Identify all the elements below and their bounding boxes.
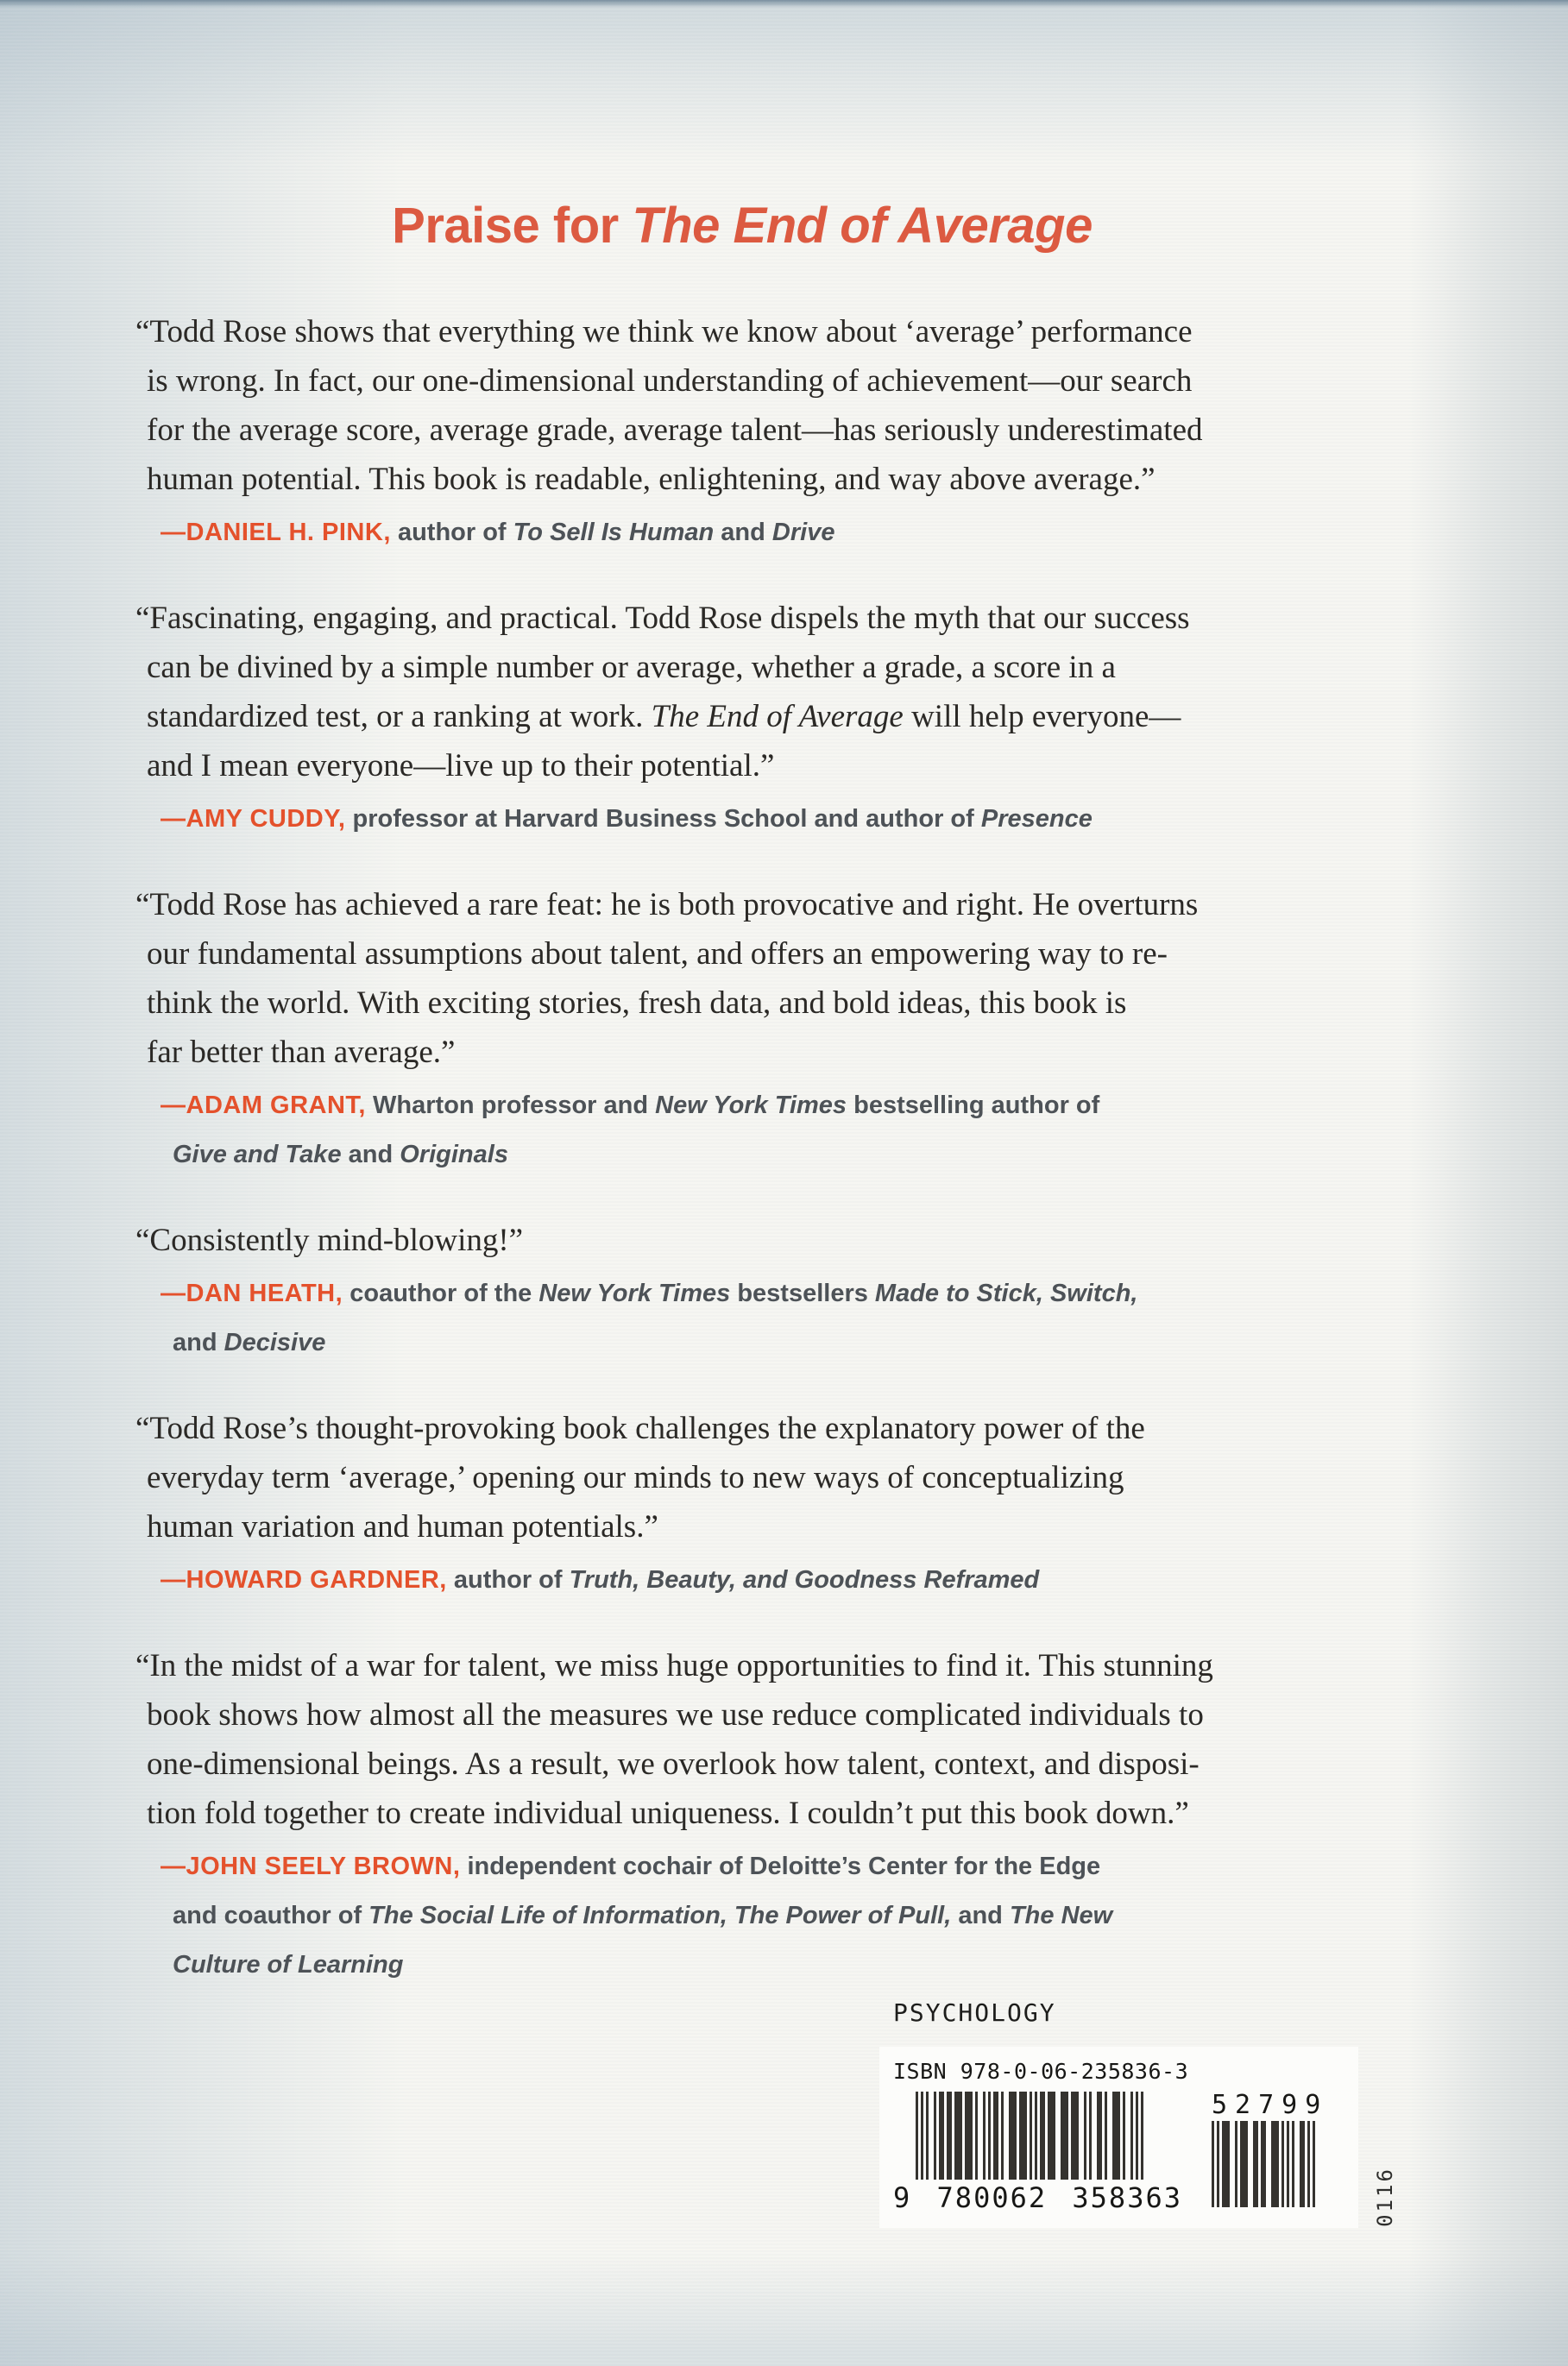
praise-title-book-name: The End of Average bbox=[632, 198, 1093, 254]
quote-block bbox=[135, 594, 1338, 844]
ean-barcode-digits: 9 780062 358363 bbox=[893, 2181, 1182, 2214]
barcode-row bbox=[893, 2092, 1344, 2214]
quote-text: “In the midst of a war for talent, we miss huge opportunities to find it. This stunning book shows how almost all the measures we use reduce complicated individuals to one-dimensional beings. As a result, we overlook how talent, context, and disposi- tion fold together to create individual uniqueness. I couldn’t put this book down.” bbox=[135, 1648, 1213, 1831]
quote-text: “Todd Rose shows that everything we think we know about ‘average’ performance is wrong. In fact, our one-dimensional understanding of achievement—our search for the average score, average grade, average talent—has seriously underestimated human potential. This book is readable, enlightening, and way above average.” bbox=[135, 314, 1203, 497]
footer-block bbox=[879, 1998, 1449, 2228]
quote-attribution: —AMY CUDDY, professor at Harvard Business School and author of Presence bbox=[161, 805, 1093, 833]
ean-barcode bbox=[893, 2092, 1182, 2214]
ean-barcode-bars bbox=[916, 2092, 1182, 2180]
isbn-label: ISBN 978-0-06-235836-3 bbox=[893, 2059, 1189, 2084]
print-code: 0116 bbox=[1373, 2167, 1397, 2227]
quote-attribution: —DANIEL H. PINK, author of To Sell Is Human and Drive bbox=[161, 519, 835, 546]
quote-text: “Consistently mind-blowing!” bbox=[135, 1223, 524, 1258]
category-label: PSYCHOLOGY bbox=[893, 1998, 1056, 2027]
quote-block bbox=[135, 1404, 1338, 1605]
quote-block bbox=[135, 1641, 1338, 1990]
quote-text: “Fascinating, engaging, and practical. Todd Rose dispels the myth that our success can be divined by a simple number or average, whether a grade, a score in a standardized test, or a ranking at work. The End of Average will help everyone— and I mean everyone—live up to their potential.” bbox=[135, 601, 1190, 783]
price-supplement-bars bbox=[1212, 2121, 1328, 2207]
quote-attribution: —ADAM GRANT, Wharton professor and New York Times bestselling author of Give and Take and Originals bbox=[161, 1092, 1100, 1168]
price-supplement-barcode bbox=[1212, 2092, 1328, 2207]
quote-block bbox=[135, 307, 1338, 557]
quote-attribution: —DAN HEATH, coauthor of the New York Times bestsellers Made to Stick, Switch, and Decisive bbox=[161, 1280, 1138, 1356]
quote-block bbox=[135, 1216, 1338, 1368]
quote-block bbox=[135, 880, 1338, 1180]
quote-attribution: —HOWARD GARDNER, author of Truth, Beauty, and Goodness Reframed bbox=[161, 1566, 1040, 1594]
quote-text: “Todd Rose has achieved a rare feat: he is both provocative and right. He overturns our fundamental assumptions about talent, and offers an empowering way to re- think the world. With exciting stories, fresh data, and bold ideas, this book is far better than average.” bbox=[135, 887, 1199, 1070]
praise-title bbox=[147, 198, 1338, 254]
quote-text: “Todd Rose’s thought-provoking book challenges the explanatory power of the everyday term ‘average,’ opening our minds to new ways of conceptualizing human variation and human potentials.” bbox=[135, 1411, 1145, 1545]
quote-attribution: —JOHN SEELY BROWN, independent cochair of Deloitte’s Center for the Edge and coauthor of The Social Life of Information, The Power of Pull, and The New Culture of Learning bbox=[161, 1853, 1113, 1979]
price-supplement-digits: 52799 bbox=[1211, 2090, 1329, 2120]
praise-title-prefix: Praise for bbox=[392, 198, 633, 254]
barcode-panel bbox=[879, 2047, 1358, 2228]
